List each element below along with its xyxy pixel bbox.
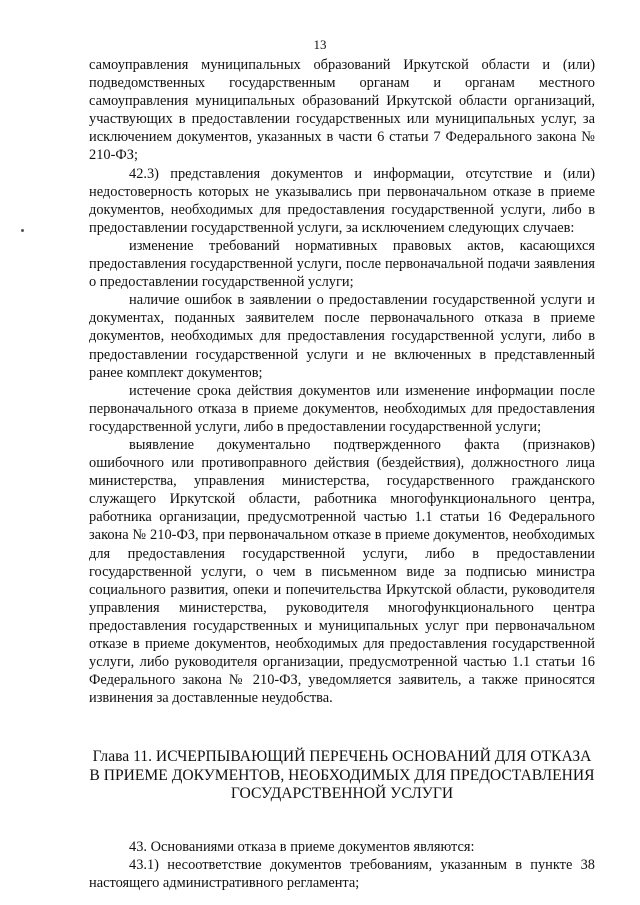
chapter-heading-line: ГОСУДАРСТВЕННОЙ УСЛУГИ bbox=[230, 785, 454, 803]
paragraph: выявление документально подтвержденного факта (признаков) ошибочного или противоправного действия (бездействия), должностного лица министерства, управления министерства, государственного гражданского служащего Иркутской области, работника многофункционального центра, работника организации, предусмотренной частью 1.1 статьи 16 Федерального закона № 210-ФЗ, при первоначальном отказе в приеме документов, необходимых для предоставления государственной услуги, либо в предоставлении государственной услуги, о чем в письменном виде за подписью министра социального развития, опеки и попечительства Иркутской области, руководителя управления министерства, руководителя многофункционального центра предоставления государственных и муниципальных услуг при первоначальном отказе в приеме документов, необходимых для предоставления государственной услуги, либо руководителя организации, предусмотренной частью 1.1 статьи 16 Федерального закона № 210-ФЗ, уведомляется заявитель, а также приносятся извинения за доставленные неудобства. bbox=[89, 436, 595, 707]
paragraph: изменение требований нормативных правовых актов, касающихся предоставления государственной услуги, после первоначальной подачи заявления о предоставлении государственной услуги; bbox=[89, 237, 595, 291]
chapter-heading-line: Глава 11. ИСЧЕРПЫВАЮЩИЙ ПЕРЕЧЕНЬ ОСНОВАНИЙ ДЛЯ ОТКАЗА bbox=[92, 748, 592, 766]
paragraph: 42.3) представления документов и информации, отсутствие и (или) недостоверность которых не указывались при первоначальном отказе в приеме документов, необходимых для предоставления государственной услуги, либо в предоставлении государственной услуги, за исключением следующих случаев: bbox=[89, 165, 595, 236]
paragraph: истечение срока действия документов или изменение информации после первоначального отказа в приеме документов, необходимых для предоставления государственной услуги, либо в предоставлении государственной услуги; bbox=[89, 382, 595, 435]
paragraph: 43. Основаниями отказа в приеме документов являются: bbox=[129, 838, 475, 855]
paragraph: 43.1) несоответствие документов требованиям, указанным в пункте 38 настоящего административного регламента; bbox=[89, 856, 595, 891]
page-number: 13 bbox=[313, 37, 327, 52]
paragraph: наличие ошибок в заявлении о предоставлении государственной услуги и документах, поданных заявителем после первоначального отказа в приеме документов, необходимых для предоставления государственной услуги, либо в предоставлении государственной услуги и не включенных в представленный ранее комплект документов; bbox=[89, 292, 595, 381]
document-body bbox=[89, 56, 595, 892]
paragraph: самоуправления муниципальных образований Иркутской области и (или) подведомственных государственным органам и органам местного самоуправления муниципальных образований Иркутской области организаций, участвующих в предоставлении государственных или муниципальных услуг, за исключением документов, указанных в части 6 статьи 7 Федерального закона № 210-ФЗ; bbox=[89, 57, 595, 164]
chapter-heading bbox=[89, 748, 595, 803]
margin-mark bbox=[21, 229, 24, 232]
chapter-heading-line: В ПРИЕМЕ ДОКУМЕНТОВ, НЕОБХОДИМЫХ ДЛЯ ПРЕДОСТАВЛЕНИЯ bbox=[89, 766, 595, 784]
